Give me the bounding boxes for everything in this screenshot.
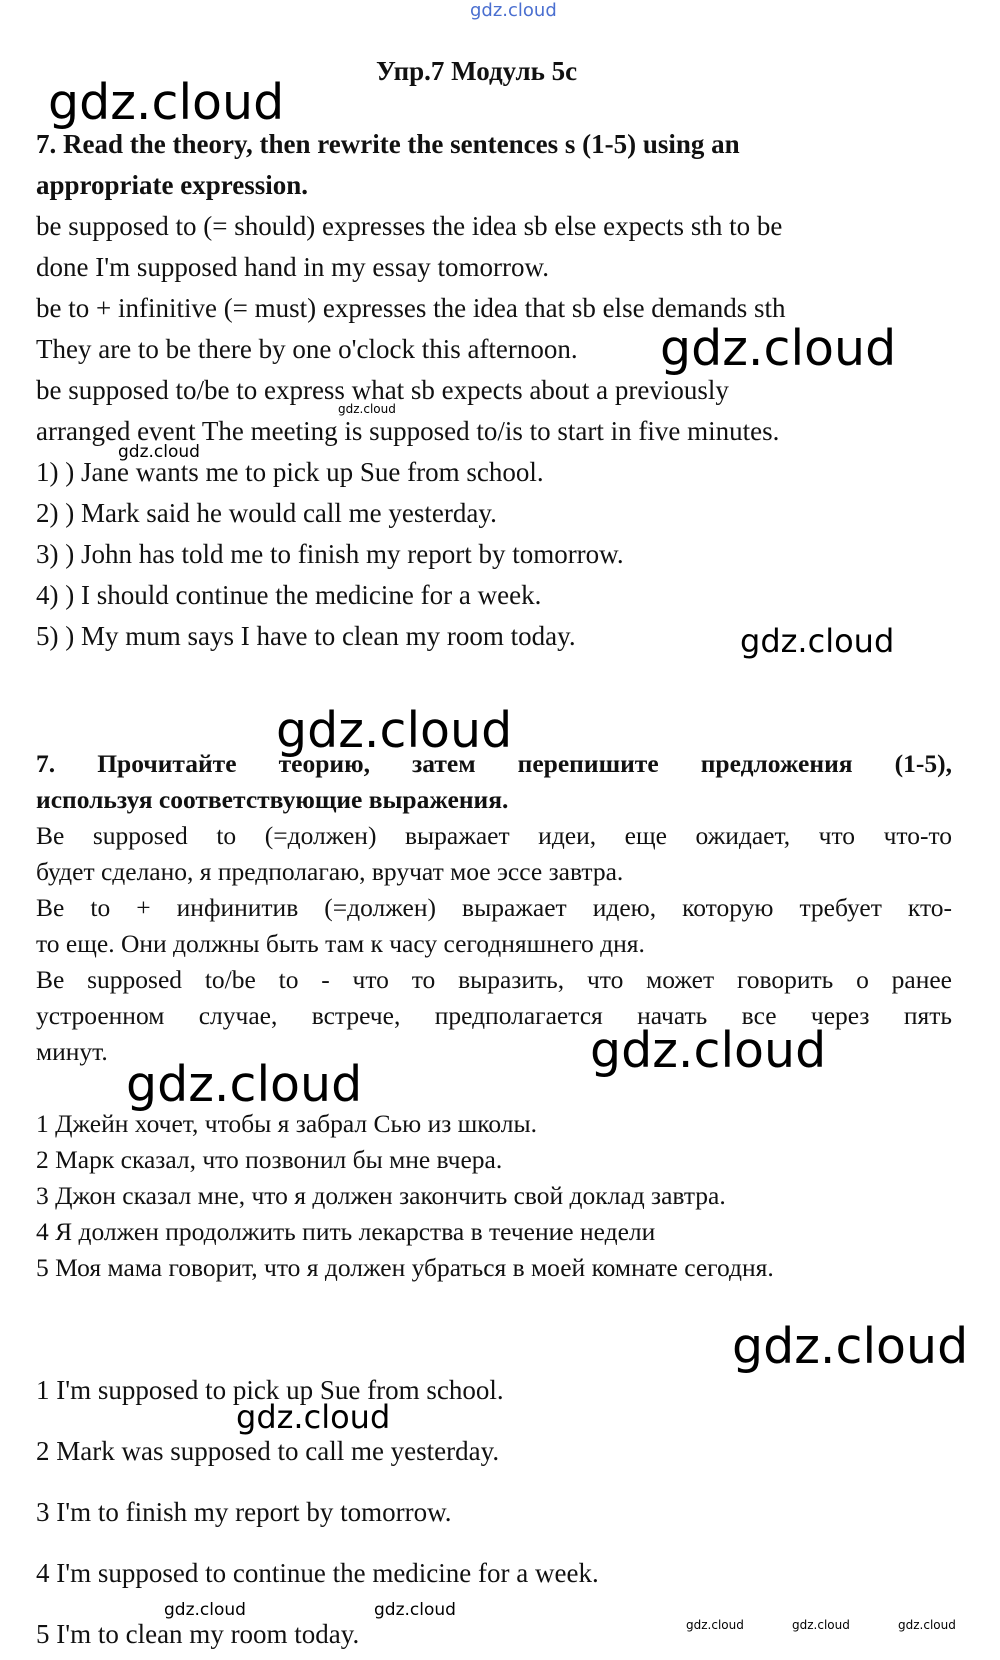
answer-line: 1 I'm supposed to pick up Sue from school. [36, 1375, 504, 1405]
russian-theory-line: то еще. Они должны быть там к часу сегодняшнего дня. [36, 929, 645, 958]
english-theory-line: be to + infinitive (= must) expresses the idea that sb else demands sth [36, 293, 786, 323]
russian-theory-line: минут. [36, 1037, 108, 1066]
russian-sentence: 3 Джон сказал мне, что я должен закончить свой доклад завтра. [36, 1181, 726, 1210]
answer-line: 5 I'm to clean my room today. [36, 1619, 360, 1649]
watermark: gdz.cloud [792, 1618, 850, 1632]
english-theory-line: be supposed to/be to express what sb expects about a previously [36, 375, 729, 405]
watermark: gdz.cloud [470, 0, 557, 21]
english-theory-line: be supposed to (= should) expresses the idea sb else expects sth to be [36, 211, 783, 241]
english-sentence: 1) ) Jane wants me to pick up Sue from school. [36, 457, 544, 487]
english-heading-line-1: 7. Read the theory, then rewrite the sentences s (1-5) using an [36, 129, 740, 159]
watermark: gdz.cloud [126, 1056, 363, 1113]
watermark: gdz.cloud [686, 1618, 744, 1632]
watermark: gdz.cloud [276, 702, 513, 759]
russian-theory-line: устроенном случае, встрече, предполагается начать все через пять [36, 1001, 952, 1030]
english-theory-line: arranged event The meeting is supposed to/is to start in five minutes. [36, 416, 780, 446]
watermark: gdz.cloud [236, 1398, 391, 1436]
english-heading-line-2: appropriate expression. [36, 170, 309, 200]
watermark: gdz.cloud [590, 1022, 827, 1079]
watermark: gdz.cloud [898, 1618, 956, 1632]
english-sentence: 3) ) John has told me to finish my report by tomorrow. [36, 539, 624, 569]
english-theory-line: done I'm supposed hand in my essay tomorrow. [36, 252, 550, 282]
russian-theory-line: Be supposed to/be to - что то выразить, что может говорить о ранее [36, 965, 952, 994]
russian-sentence: 5 Моя мама говорит, что я должен убраться в моей комнате сегодня. [36, 1253, 774, 1282]
answer-line: 3 I'm to finish my report by tomorrow. [36, 1497, 452, 1527]
russian-heading-line-1: 7. Прочитайте теорию, затем перепишите предложения (1-5), [36, 749, 952, 778]
watermark: gdz.cloud [660, 320, 897, 377]
russian-sentence: 1 Джейн хочет, чтобы я забрал Сью из школы. [36, 1109, 538, 1138]
english-sentence: 5) ) My mum says I have to clean my room today. [36, 621, 576, 651]
watermark: gdz.cloud [732, 1318, 969, 1375]
english-theory-line: They are to be there by one o'clock this afternoon. [36, 334, 578, 364]
russian-heading-line-2: используя соответствующие выражения. [36, 785, 509, 814]
watermark: gdz.cloud [338, 402, 396, 416]
russian-theory-line: Be to + инфинитив (=должен) выражает идею, которую требует кто- [36, 893, 952, 922]
answer-line: 4 I'm supposed to continue the medicine for a week. [36, 1558, 599, 1588]
page-title: Упр.7 Модуль 5с [376, 56, 578, 86]
watermark: gdz.cloud [374, 1600, 456, 1620]
russian-sentence: 2 Марк сказал, что позвонил бы мне вчера. [36, 1145, 503, 1174]
watermark: gdz.cloud [164, 1600, 246, 1620]
answer-line: 2 Mark was supposed to call me yesterday. [36, 1436, 500, 1466]
english-sentence: 4) ) I should continue the medicine for a week. [36, 580, 542, 610]
russian-theory-line: Be supposed to (=должен) выражает идеи, еще ожидает, что что-то [36, 821, 952, 850]
russian-theory-line: будет сделано, я предполагаю, вручат мое эссе завтра. [36, 857, 624, 886]
russian-sentence: 4 Я должен продолжить пить лекарства в течение недели [36, 1217, 656, 1246]
english-sentence: 2) ) Mark said he would call me yesterday. [36, 498, 497, 528]
watermark: gdz.cloud [740, 622, 895, 660]
watermark: gdz.cloud [118, 442, 200, 462]
watermark: gdz.cloud [48, 74, 285, 131]
